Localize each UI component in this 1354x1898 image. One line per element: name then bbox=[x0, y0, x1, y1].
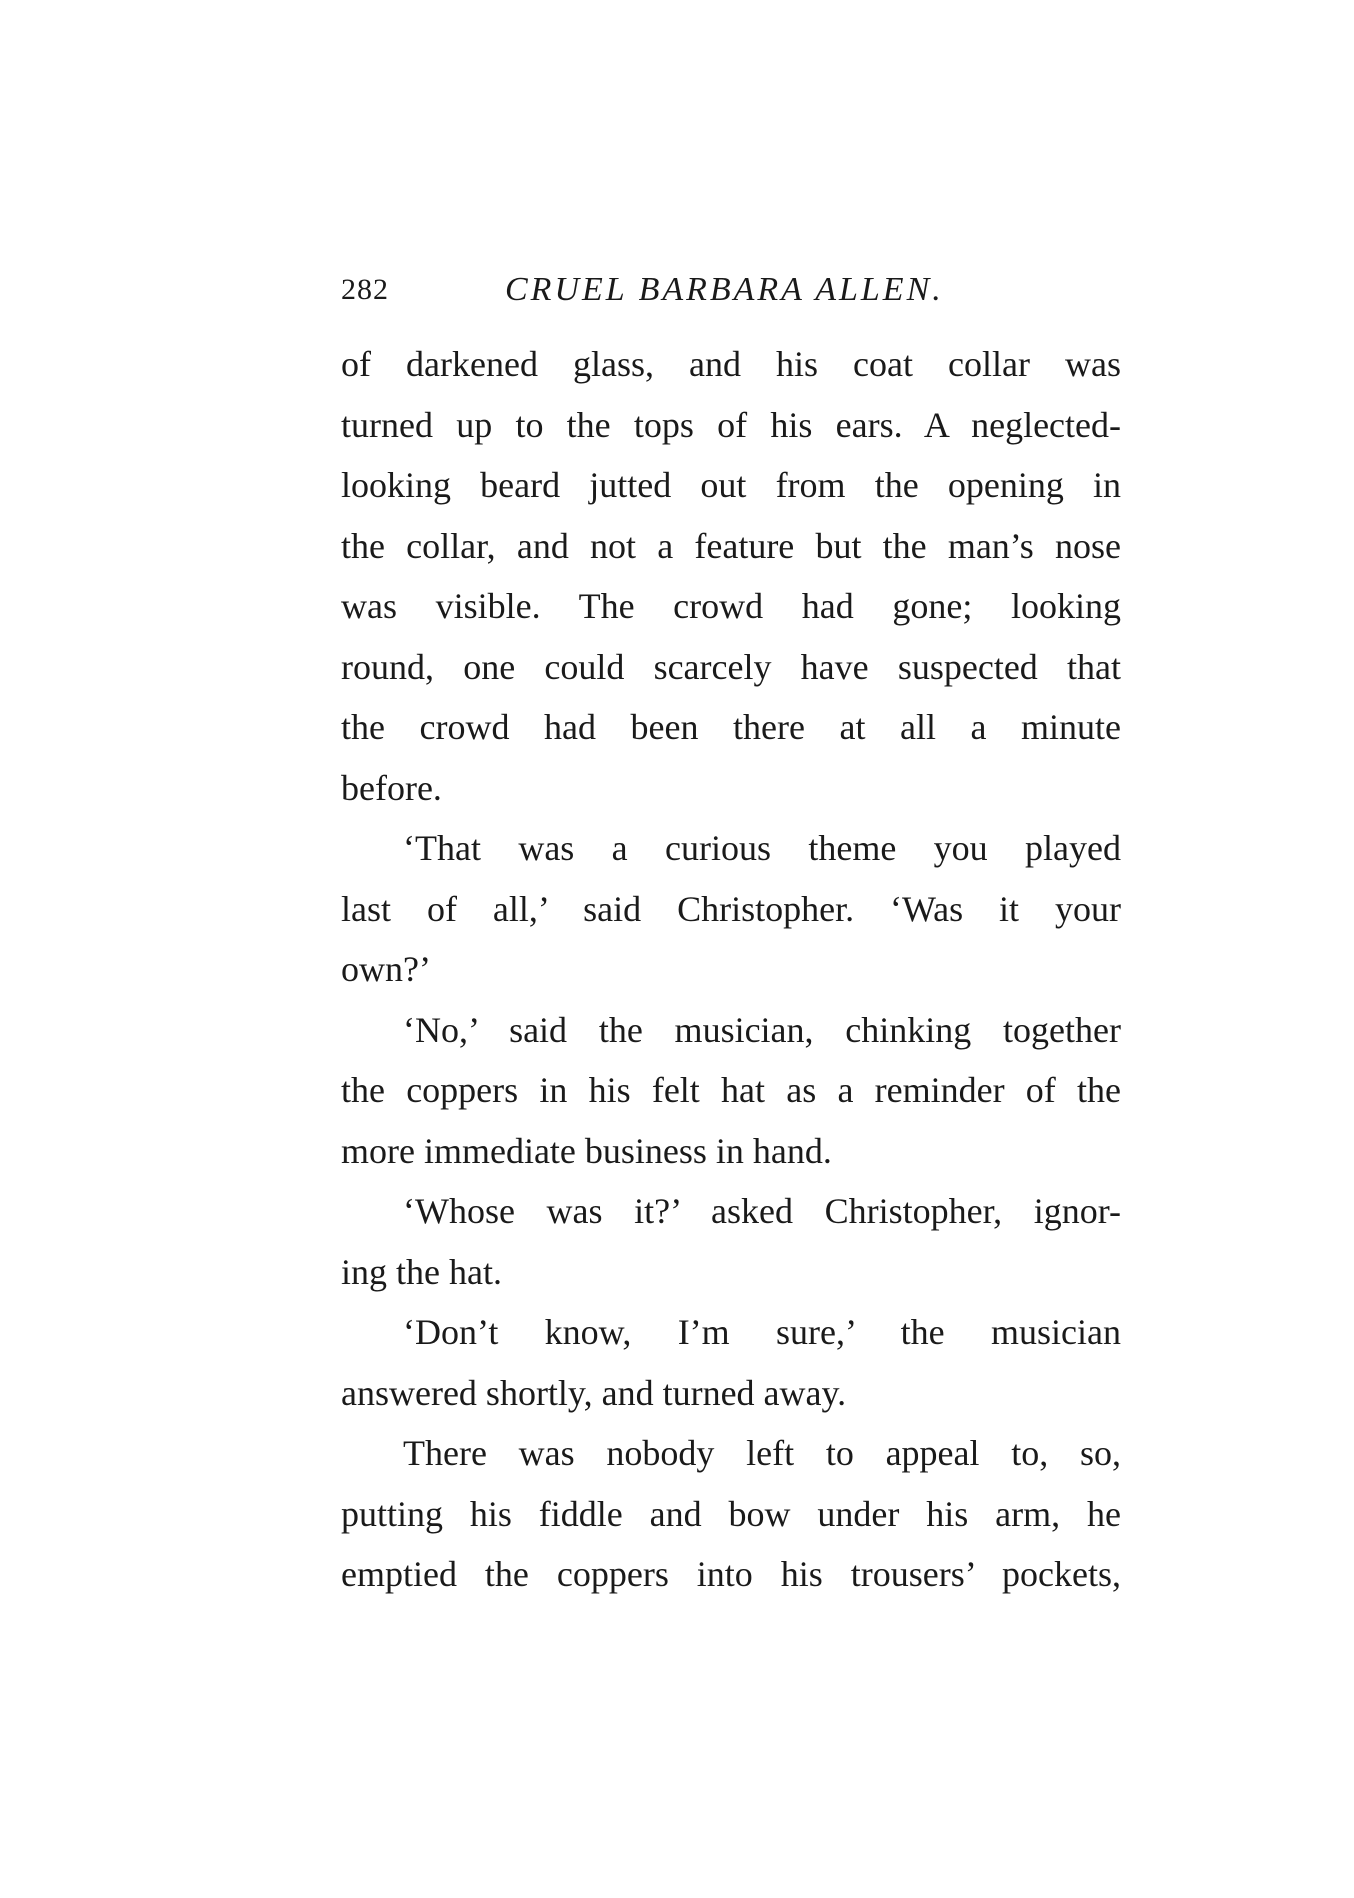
text-line: was visible. The crowd had gone; looking bbox=[341, 586, 1121, 626]
page-number: 282 bbox=[341, 273, 389, 306]
text-line: ‘Don’t know, I’m sure,’ the musician bbox=[403, 1312, 1121, 1352]
text-line: turned up to the tops of his ears. A neglected- bbox=[341, 404, 1121, 445]
text-line: the coppers in his felt hat as a reminder of the bbox=[341, 1070, 1121, 1110]
text-line: ‘No,’ said the musician, chinking together bbox=[403, 1009, 1121, 1050]
text-line: ‘That was a curious theme you played bbox=[403, 828, 1121, 868]
text-line: the crowd had been there at all a minute bbox=[341, 707, 1121, 747]
text-line: own?’ bbox=[341, 949, 431, 989]
text-line: round, one could scarcely have suspected that bbox=[341, 646, 1121, 687]
text-line: the collar, and not a feature but the man’s nose bbox=[341, 525, 1121, 566]
text-line: last of all,’ said Christopher. ‘Was it your bbox=[341, 888, 1121, 929]
running-head bbox=[341, 268, 1121, 312]
text-line: looking beard jutted out from the opening in bbox=[341, 465, 1121, 505]
text-line: emptied the coppers into his trousers’ pockets, bbox=[341, 1554, 1121, 1594]
text-line: There was nobody left to appeal to, so, bbox=[403, 1433, 1121, 1473]
text-line: more immediate business in hand. bbox=[341, 1130, 832, 1171]
text-line: answered shortly, and turned away. bbox=[341, 1372, 847, 1413]
body-text bbox=[341, 334, 1121, 1605]
running-title: CRUEL BARBARA ALLEN. bbox=[505, 271, 944, 308]
text-line: putting his fiddle and bow under his arm, he bbox=[341, 1493, 1121, 1534]
text-line: of darkened glass, and his coat collar was bbox=[341, 344, 1121, 384]
text-line: before. bbox=[341, 767, 442, 808]
text-line: ‘Whose was it?’ asked Christopher, ignor- bbox=[403, 1191, 1121, 1231]
text-line: ing the hat. bbox=[341, 1251, 502, 1292]
